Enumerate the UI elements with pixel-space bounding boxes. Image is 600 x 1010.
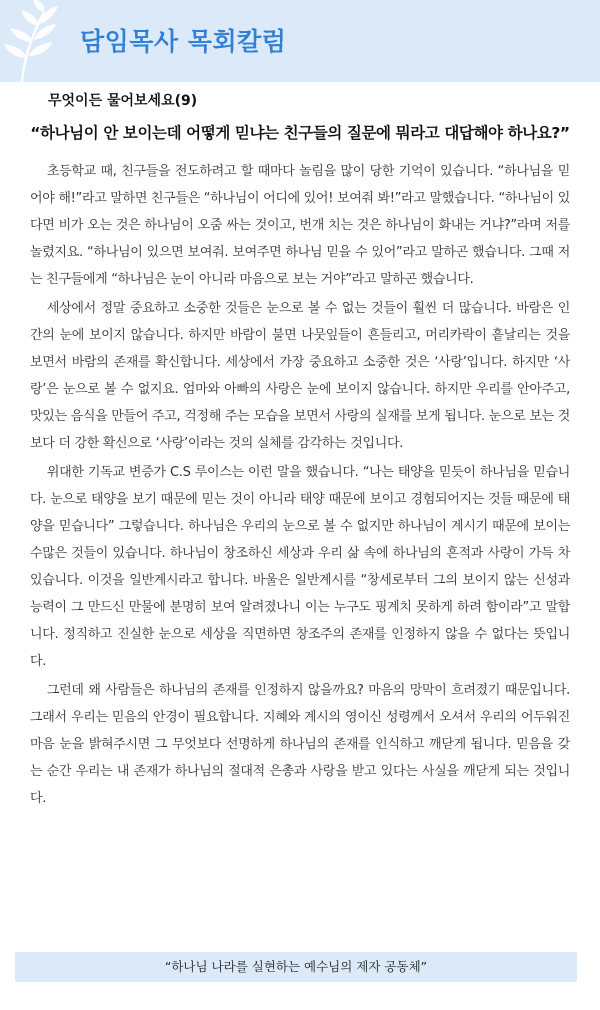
column-series-title: 무엇이든 물어보세요(9) bbox=[48, 93, 198, 109]
leaf-branch-icon bbox=[0, 0, 80, 82]
header-banner bbox=[0, 0, 600, 82]
paragraph-1: 초등학교 때, 친구들을 전도하려고 할 때마다 놀림을 많이 당한 기억이 있습니다. “하나님을 믿어야 해!”라고 말하면 친구들은 “하나님이 어디에 있어! 보여줘 봐!”라고 말했습니다. “하나님이 있다면 비가 오는 것은 하나님이 오줌 싸는 것이고, 번개 치는 것은 하나님이 화내는 거냐?”라며 저를 놀렸지요. “하나님이 있으면 보여줘. 보여주면 하나님 믿을 수 있어”라고 말하곤 했습니다. 그때 저는 친구들에게 “하나님은 눈이 아니라 마음으로 보는 거야”라고 말하곤 했습니다. bbox=[30, 164, 571, 287]
footer-motto: “하나님 나라를 실현하는 예수님의 제자 공동체” bbox=[164, 959, 428, 974]
footer-motto-banner bbox=[15, 952, 577, 982]
paragraph-4: 그런데 왜 사람들은 하나님의 존재를 인정하지 않을까요? 마음의 망막이 흐려졌기 때문입니다. 그래서 우리는 믿음의 안경이 필요합니다. 지혜와 계시의 영이신 성령께서 오셔서 우리의 어두워진 마음 눈을 밝혀주시면 그 무엇보다 선명하게 하나님의 존재를 인식하고 깨닫게 됩니다. 믿음을 갖는 순간 우리는 내 존재가 하나님의 절대적 은총과 사랑을 받고 있다는 사실을 깨닫게 되는 것입니다. bbox=[30, 683, 570, 806]
column-body bbox=[30, 158, 570, 814]
paragraph-3: 위대한 기독교 변증가 C.S 루이스는 이런 말을 했습니다. “나는 태양을 믿듯이 하나님을 믿습니다. 눈으로 태양을 보기 때문에 믿는 것이 아니라 태양 때문에 보이고 경험되어지는 것들 때문에 태양을 믿습니다” 그렇습니다. 하나님은 우리의 눈으로 볼 수 없지만 하나님이 계시기 때문에 보이는 수많은 것들이 있습니다. 하나님이 창조하신 세상과 우리 삶 속에 하나님의 흔적과 사랑이 가득 차 있습니다. 이것을 일반계시라고 합니다. 바울은 일반계시를 “창세로부터 그의 보이지 않는 신성과 능력이 그 만드신 만물에 분명히 보여 알려졌나니 이는 누구도 핑계치 못하게 하려 함이라”고 말합니다. 정직하고 진실한 눈으로 세상을 직면하면 창조주의 존재를 인정하지 않을 수 없다는 뜻입니다. bbox=[30, 465, 570, 669]
paragraph-2: 세상에서 정말 중요하고 소중한 것들은 눈으로 볼 수 없는 것들이 훨씬 더 많습니다. 바람은 인간의 눈에 보이지 않습니다. 하지만 바람이 불면 나뭇잎들이 흔들리고, 머리카락이 흩날리는 것을 보면서 바람의 존재를 확신합니다. 세상에서 가장 중요하고 소중한 것은 ‘사랑’입니다. 하지만 ‘사랑’은 눈으로 볼 수 없지요. 엄마와 아빠의 사랑은 눈에 보이지 않습니다. 하지만 우리를 안아주고, 맛있는 음식을 만들어 주고, 걱정해 주는 모습을 보면서 사랑의 실재를 보게 됩니다. 눈으로 보는 것보다 더 강한 확신으로 ‘사랑’이라는 것의 실체를 감각하는 것입니다. bbox=[30, 301, 570, 451]
header-title: 담임목사 목회칼럼 bbox=[80, 27, 287, 56]
column-question: “하나님이 안 보이는데 어떻게 믿냐는 친구들의 질문에 뭐라고 대답해야 하나요?” bbox=[30, 124, 570, 142]
